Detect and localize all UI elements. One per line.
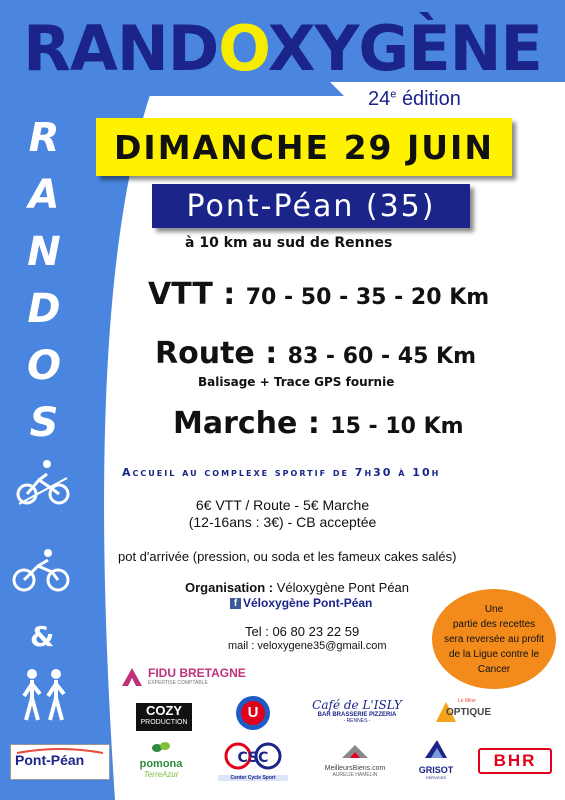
hikers-icon — [18, 668, 72, 724]
pont-pean-logo: Pont-Péan — [10, 744, 110, 780]
pomona-logo: pomona TerreAzur — [134, 740, 188, 779]
price-line-2: (12-16ans : 3€) - CB acceptée — [188, 514, 377, 530]
road-bike-icon — [12, 548, 70, 592]
phone-number: Tel : 06 80 23 22 59 — [245, 624, 360, 639]
date-banner: DIMANCHE 29 JUIN — [96, 118, 512, 176]
welcome-info: Accueil au complexe sportif de 7h30 à 10h — [122, 466, 441, 479]
route-line: Route : 83 - 60 - 45 Km — [155, 336, 477, 371]
location-subtitle: à 10 km au sud de Rennes — [185, 235, 393, 251]
csc-wordmark: CSC — [237, 750, 269, 766]
super-u-logo: U — [236, 696, 270, 730]
center-cycle-sport-logo: CSC Center Cycle Sport — [218, 740, 288, 784]
route-note: Balisage + Trace GPS fournie — [198, 375, 395, 389]
price-line-1: 6€ VTT / Route - 5€ Marche — [195, 497, 370, 513]
charity-note: Une partie des recettes sera reversée au profit de la Ligue contre le Cancer — [432, 589, 556, 689]
place-banner: Pont-Péan (35) — [152, 184, 470, 228]
organisation: Organisation : Véloxygène Pont Péan — [185, 580, 410, 595]
bhr-logo: BHR — [478, 748, 552, 774]
cozy-production-logo: COZY PRODUCTION — [136, 703, 192, 731]
facebook-icon: f — [230, 598, 241, 609]
edition-label: 24e édition — [368, 88, 461, 110]
side-word: R A N D O S — [26, 115, 61, 446]
email-address[interactable]: mail : veloxygene35@gmail.com — [228, 640, 387, 652]
meilleurs-biens-logo: MeilleursBiens.com AURELIE HAMELIN — [316, 742, 394, 778]
vtt-line: VTT : 70 - 50 - 35 - 20 Km — [148, 277, 490, 312]
marche-line: Marche : 15 - 10 Km — [173, 406, 464, 441]
optique-logo: Le Mine OPTIQUE — [434, 698, 494, 728]
cafe-isly-logo: Café de L'ISLY BAR BRASSERIE PIZZERIA - RENNES - — [312, 698, 402, 724]
ampersand: & — [30, 620, 55, 653]
finish-drinks: pot d'arrivée (pression, ou soda et les fameux cakes salés) — [118, 549, 457, 564]
app-title: RANDOXYGÈNE — [23, 12, 542, 85]
grisot-logo: GRISOT SERVICES — [412, 738, 460, 780]
facebook-link[interactable]: f Véloxygène Pont-Péan — [230, 596, 372, 610]
